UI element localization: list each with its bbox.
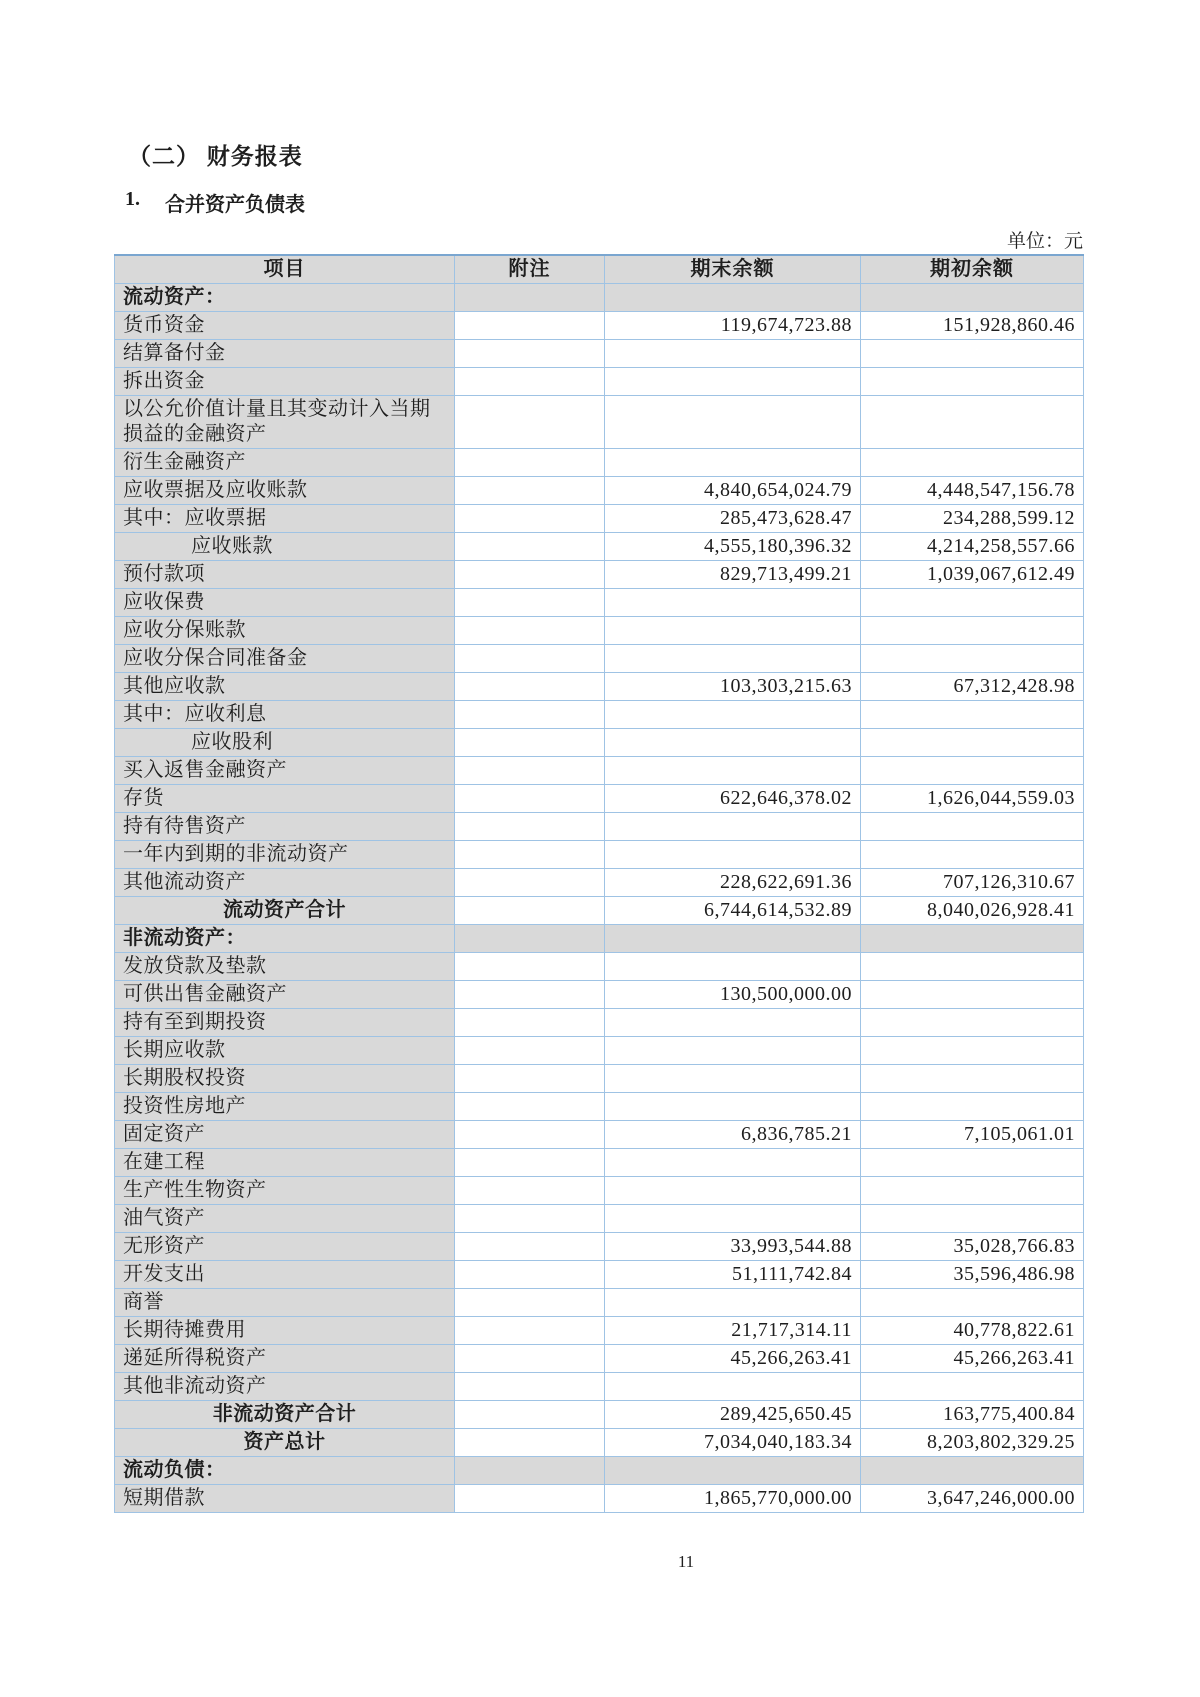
item-label-cell: 其中：应收利息 <box>115 701 455 729</box>
beginning-balance-cell: 1,039,067,612.49 <box>861 561 1084 589</box>
beginning-balance-cell <box>861 1457 1084 1485</box>
table-row <box>115 757 1084 785</box>
beginning-balance-cell: 4,448,547,156.78 <box>861 477 1084 505</box>
page-number: 11 <box>677 1552 695 1571</box>
table-row <box>115 1345 1084 1373</box>
ending-balance-cell <box>605 617 861 645</box>
table-row <box>115 1037 1084 1065</box>
note-cell <box>455 757 605 785</box>
item-label-cell: 应收分保合同准备金 <box>115 645 455 673</box>
item-label-cell: 存货 <box>115 785 455 813</box>
item-label-cell: 应收票据及应收账款 <box>115 477 455 505</box>
table-row <box>115 953 1084 981</box>
ending-balance-cell: 829,713,499.21 <box>605 561 861 589</box>
table-row <box>115 1205 1084 1233</box>
table-row <box>115 1121 1084 1149</box>
beginning-balance-cell: 163,775,400.84 <box>861 1401 1084 1429</box>
table-row <box>115 785 1084 813</box>
item-label-cell: 在建工程 <box>115 1149 455 1177</box>
note-cell <box>455 729 605 757</box>
table-row <box>115 897 1084 925</box>
table-row <box>115 981 1084 1009</box>
item-label-cell: 非流动资产合计 <box>115 1401 455 1429</box>
table-row <box>115 1317 1084 1345</box>
beginning-balance-cell: 8,203,802,329.25 <box>861 1429 1084 1457</box>
note-cell <box>455 701 605 729</box>
ending-balance-cell <box>605 1177 861 1205</box>
item-label-cell: 其他流动资产 <box>115 869 455 897</box>
item-label-cell: 开发支出 <box>115 1261 455 1289</box>
ending-balance-cell <box>605 645 861 673</box>
note-cell <box>455 284 605 312</box>
ending-balance-cell <box>605 1457 861 1485</box>
note-cell <box>455 617 605 645</box>
ending-balance-cell <box>605 1065 861 1093</box>
table-row <box>115 368 1084 396</box>
table-row <box>115 505 1084 533</box>
table-row <box>115 925 1084 953</box>
beginning-balance-cell <box>861 340 1084 368</box>
beginning-balance-cell: 707,126,310.67 <box>861 869 1084 897</box>
table-row <box>115 1429 1084 1457</box>
ending-balance-cell: 289,425,650.45 <box>605 1401 861 1429</box>
item-label-cell: 流动负债： <box>115 1457 455 1485</box>
table-row <box>115 617 1084 645</box>
beginning-balance-cell <box>861 1149 1084 1177</box>
note-cell <box>455 1485 605 1513</box>
ending-balance-cell <box>605 925 861 953</box>
ending-balance-cell <box>605 1149 861 1177</box>
section-heading: （二） 财务报表 <box>128 144 303 169</box>
ending-balance-cell: 21,717,314.11 <box>605 1317 861 1345</box>
note-cell <box>455 1261 605 1289</box>
beginning-balance-cell <box>861 617 1084 645</box>
beginning-balance-cell <box>861 1065 1084 1093</box>
unit-label: 单位：元 <box>1006 231 1083 252</box>
note-cell <box>455 813 605 841</box>
table-row <box>115 729 1084 757</box>
item-label-cell: 应收分保账款 <box>115 617 455 645</box>
beginning-balance-cell: 67,312,428.98 <box>861 673 1084 701</box>
item-label-cell: 长期股权投资 <box>115 1065 455 1093</box>
item-label-cell: 货币资金 <box>115 312 455 340</box>
item-label-cell: 拆出资金 <box>115 368 455 396</box>
note-cell <box>455 953 605 981</box>
note-cell <box>455 673 605 701</box>
beginning-balance-cell <box>861 1009 1084 1037</box>
beginning-balance-cell <box>861 841 1084 869</box>
ending-balance-cell <box>605 757 861 785</box>
item-label-cell: 结算备付金 <box>115 340 455 368</box>
ending-balance-cell <box>605 1373 861 1401</box>
subsection-number: 1. <box>125 188 140 210</box>
item-label-cell: 油气资产 <box>115 1205 455 1233</box>
item-label-cell: 发放贷款及垫款 <box>115 953 455 981</box>
note-cell <box>455 1317 605 1345</box>
ending-balance-cell: 45,266,263.41 <box>605 1345 861 1373</box>
ending-balance-cell: 4,555,180,396.32 <box>605 533 861 561</box>
item-label-cell: 流动资产合计 <box>115 897 455 925</box>
item-label-cell: 买入返售金融资产 <box>115 757 455 785</box>
beginning-balance-cell: 234,288,599.12 <box>861 505 1084 533</box>
beginning-balance-cell <box>861 645 1084 673</box>
note-cell <box>455 340 605 368</box>
table-row <box>115 645 1084 673</box>
table-row <box>115 1457 1084 1485</box>
note-cell <box>455 785 605 813</box>
table-row <box>115 1289 1084 1317</box>
note-cell <box>455 897 605 925</box>
item-label-cell: 递延所得税资产 <box>115 1345 455 1373</box>
table-row <box>115 1485 1084 1513</box>
note-cell <box>455 561 605 589</box>
header-ending-balance: 期末余额 <box>605 255 861 284</box>
table-row <box>115 813 1084 841</box>
table-row <box>115 533 1084 561</box>
table-row <box>115 396 1084 449</box>
ending-balance-cell: 1,865,770,000.00 <box>605 1485 861 1513</box>
ending-balance-cell <box>605 340 861 368</box>
beginning-balance-cell <box>861 813 1084 841</box>
ending-balance-cell <box>605 1205 861 1233</box>
ending-balance-cell: 103,303,215.63 <box>605 673 861 701</box>
table-row <box>115 477 1084 505</box>
table-row <box>115 449 1084 477</box>
table-row <box>115 869 1084 897</box>
beginning-balance-cell <box>861 1037 1084 1065</box>
beginning-balance-cell <box>861 1373 1084 1401</box>
ending-balance-cell <box>605 729 861 757</box>
item-label-cell: 其他应收款 <box>115 673 455 701</box>
item-label-cell: 资产总计 <box>115 1429 455 1457</box>
item-label-cell: 商誉 <box>115 1289 455 1317</box>
ending-balance-cell <box>605 841 861 869</box>
item-label-cell: 短期借款 <box>115 1485 455 1513</box>
ending-balance-cell <box>605 1093 861 1121</box>
beginning-balance-cell <box>861 953 1084 981</box>
item-label-cell: 持有至到期投资 <box>115 1009 455 1037</box>
note-cell <box>455 1429 605 1457</box>
beginning-balance-cell <box>861 1093 1084 1121</box>
beginning-balance-cell: 151,928,860.46 <box>861 312 1084 340</box>
ending-balance-cell: 285,473,628.47 <box>605 505 861 533</box>
note-cell <box>455 1289 605 1317</box>
item-label-cell: 投资性房地产 <box>115 1093 455 1121</box>
note-cell <box>455 396 605 449</box>
beginning-balance-cell <box>861 701 1084 729</box>
beginning-balance-cell <box>861 925 1084 953</box>
note-cell <box>455 505 605 533</box>
table-row <box>115 1373 1084 1401</box>
header-note: 附注 <box>455 255 605 284</box>
note-cell <box>455 841 605 869</box>
note-cell <box>455 1233 605 1261</box>
note-cell <box>455 869 605 897</box>
beginning-balance-cell <box>861 757 1084 785</box>
note-cell <box>455 1037 605 1065</box>
note-cell <box>455 1177 605 1205</box>
ending-balance-cell <box>605 284 861 312</box>
note-cell <box>455 1457 605 1485</box>
beginning-balance-cell: 4,214,258,557.66 <box>861 533 1084 561</box>
note-cell <box>455 645 605 673</box>
balance-sheet-table <box>114 254 1084 1513</box>
ending-balance-cell <box>605 368 861 396</box>
note-cell <box>455 1093 605 1121</box>
beginning-balance-cell <box>861 1177 1084 1205</box>
balance-sheet-body <box>115 284 1084 1513</box>
beginning-balance-cell <box>861 396 1084 449</box>
note-cell <box>455 1401 605 1429</box>
item-label-cell: 预付款项 <box>115 561 455 589</box>
item-label-cell: 应收保费 <box>115 589 455 617</box>
item-label-cell: 非流动资产： <box>115 925 455 953</box>
table-row <box>115 1261 1084 1289</box>
table-row <box>115 1093 1084 1121</box>
table-row <box>115 340 1084 368</box>
ending-balance-cell: 33,993,544.88 <box>605 1233 861 1261</box>
beginning-balance-cell: 40,778,822.61 <box>861 1317 1084 1345</box>
note-cell <box>455 925 605 953</box>
table-row <box>115 312 1084 340</box>
table-row <box>115 1233 1084 1261</box>
ending-balance-cell <box>605 1289 861 1317</box>
table-row <box>115 1401 1084 1429</box>
ending-balance-cell <box>605 589 861 617</box>
ending-balance-cell: 4,840,654,024.79 <box>605 477 861 505</box>
subsection-heading <box>125 188 305 217</box>
beginning-balance-cell <box>861 1205 1084 1233</box>
note-cell <box>455 1065 605 1093</box>
ending-balance-cell: 228,622,691.36 <box>605 869 861 897</box>
note-cell <box>455 477 605 505</box>
note-cell <box>455 981 605 1009</box>
ending-balance-cell: 7,034,040,183.34 <box>605 1429 861 1457</box>
beginning-balance-cell <box>861 449 1084 477</box>
ending-balance-cell <box>605 396 861 449</box>
ending-balance-cell <box>605 1037 861 1065</box>
note-cell <box>455 1373 605 1401</box>
note-cell <box>455 533 605 561</box>
item-label-cell: 流动资产： <box>115 284 455 312</box>
beginning-balance-cell <box>861 1289 1084 1317</box>
table-header-row <box>115 255 1084 284</box>
table-row <box>115 284 1084 312</box>
note-cell <box>455 312 605 340</box>
item-label-cell: 无形资产 <box>115 1233 455 1261</box>
note-cell <box>455 449 605 477</box>
ending-balance-cell: 51,111,742.84 <box>605 1261 861 1289</box>
note-cell <box>455 589 605 617</box>
ending-balance-cell: 6,836,785.21 <box>605 1121 861 1149</box>
note-cell <box>455 1205 605 1233</box>
beginning-balance-cell: 1,626,044,559.03 <box>861 785 1084 813</box>
beginning-balance-cell <box>861 729 1084 757</box>
table-row <box>115 1149 1084 1177</box>
beginning-balance-cell: 3,647,246,000.00 <box>861 1485 1084 1513</box>
ending-balance-cell: 130,500,000.00 <box>605 981 861 1009</box>
beginning-balance-cell: 45,266,263.41 <box>861 1345 1084 1373</box>
ending-balance-cell: 622,646,378.02 <box>605 785 861 813</box>
item-label-cell: 生产性生物资产 <box>115 1177 455 1205</box>
beginning-balance-cell: 35,028,766.83 <box>861 1233 1084 1261</box>
note-cell <box>455 368 605 396</box>
item-label-cell: 一年内到期的非流动资产 <box>115 841 455 869</box>
beginning-balance-cell <box>861 981 1084 1009</box>
ending-balance-cell <box>605 813 861 841</box>
item-label-cell: 其他非流动资产 <box>115 1373 455 1401</box>
item-label-cell: 以公允价值计量且其变动计入当期损益的金融资产 <box>115 396 455 449</box>
subsection-title: 合并资产负债表 <box>165 194 305 216</box>
beginning-balance-cell: 8,040,026,928.41 <box>861 897 1084 925</box>
item-label-cell: 应收账款 <box>115 533 455 561</box>
ending-balance-cell <box>605 449 861 477</box>
beginning-balance-cell <box>861 368 1084 396</box>
note-cell <box>455 1345 605 1373</box>
table-row <box>115 561 1084 589</box>
ending-balance-cell <box>605 701 861 729</box>
item-label-cell: 衍生金融资产 <box>115 449 455 477</box>
ending-balance-cell: 119,674,723.88 <box>605 312 861 340</box>
beginning-balance-cell <box>861 284 1084 312</box>
item-label-cell: 长期待摊费用 <box>115 1317 455 1345</box>
table-row <box>115 1065 1084 1093</box>
beginning-balance-cell: 7,105,061.01 <box>861 1121 1084 1149</box>
table-row <box>115 1009 1084 1037</box>
note-cell <box>455 1009 605 1037</box>
note-cell <box>455 1149 605 1177</box>
item-label-cell: 其中：应收票据 <box>115 505 455 533</box>
table-row <box>115 673 1084 701</box>
table-row <box>115 589 1084 617</box>
item-label-cell: 长期应收款 <box>115 1037 455 1065</box>
ending-balance-cell <box>605 953 861 981</box>
header-beginning-balance: 期初余额 <box>861 255 1084 284</box>
item-label-cell: 应收股利 <box>115 729 455 757</box>
item-label-cell: 固定资产 <box>115 1121 455 1149</box>
ending-balance-cell: 6,744,614,532.89 <box>605 897 861 925</box>
note-cell <box>455 1121 605 1149</box>
item-label-cell: 可供出售金融资产 <box>115 981 455 1009</box>
ending-balance-cell <box>605 1009 861 1037</box>
table-row <box>115 841 1084 869</box>
beginning-balance-cell: 35,596,486.98 <box>861 1261 1084 1289</box>
table-row <box>115 701 1084 729</box>
header-item: 项目 <box>115 255 455 284</box>
beginning-balance-cell <box>861 589 1084 617</box>
item-label-cell: 持有待售资产 <box>115 813 455 841</box>
table-row <box>115 1177 1084 1205</box>
